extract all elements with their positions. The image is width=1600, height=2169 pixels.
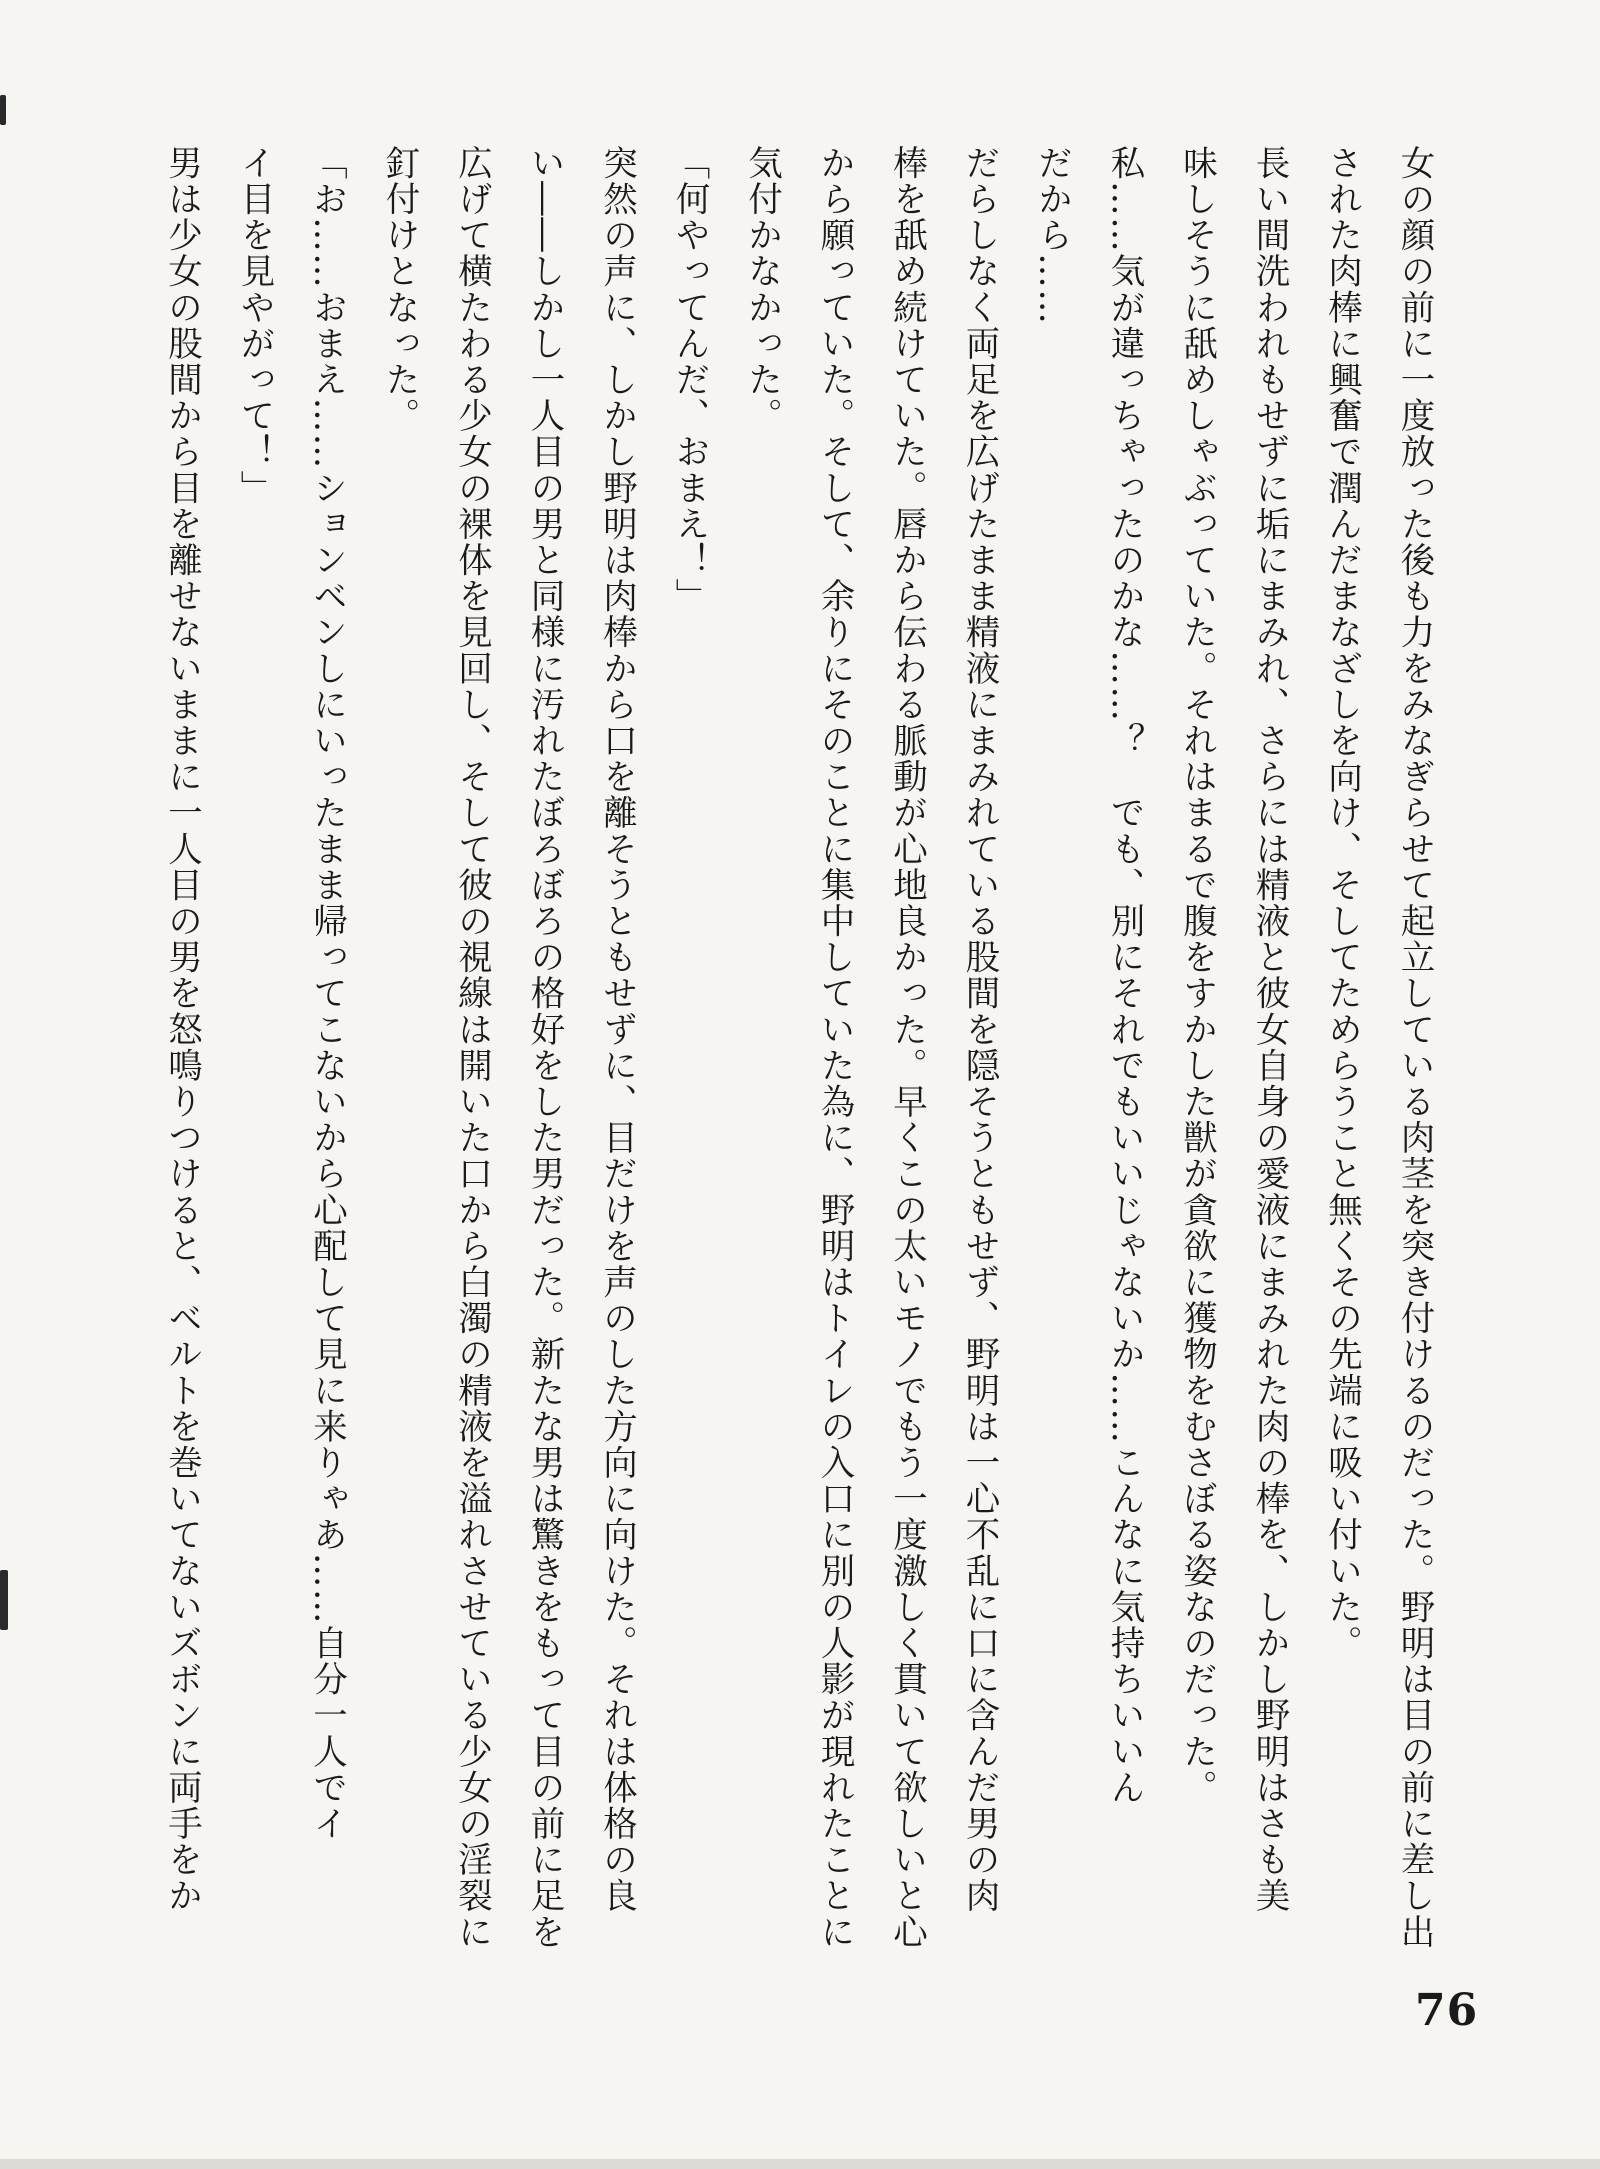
text-line: 気付かなかった。: [741, 145, 782, 434]
text-line: 男は少女の股間から目を離せないままに一人目の男を怒鳴りつけると、ベルトを巻いてないズボンに両手をか: [161, 145, 202, 1914]
text-line: 突然の声に、しかし野明は肉棒から口を離そうともせずに、目だけを声のした方向に向けた。それは体格の良: [596, 145, 637, 1914]
text-line: 棒を舐め続けていた。唇から伝わる脈動が心地良かった。早くこの太いモノでもう一度激しく貫いて欲しいと心: [886, 145, 927, 1950]
text-line: 「何やってんだ、おまえ！」: [669, 145, 709, 615]
text-line: 釘付けとなった。: [379, 145, 419, 434]
scan-edge: [0, 2159, 1600, 2169]
text-line: から願っていた。そして、余りにそのことに集中していた為に、野明はトイレの入口に別の人影が現れたことに: [814, 145, 854, 1950]
text-line: 「お……おまえ……ションベンしにいったまま帰ってこないから心配して見に来りゃあ……自分一人でイ: [306, 145, 347, 1842]
margin-mark-middle: [0, 1570, 8, 1630]
vertical-text-body: [161, 145, 1450, 1975]
text-line: だらしなく両足を広げたまま精液にまみれている股間を隠そうともせず、野明は一心不乱に口に含んだ男の肉: [959, 145, 999, 1914]
text-line: 女の顔の前に一度放った後も力をみなぎらせて起立している肉茎を突き付けるのだった。野明は目の前に差し出: [1394, 145, 1434, 1950]
text-line: 長い間洗われもせずに垢にまみれ、さらには精液と彼女自身の愛液にまみれた肉の棒を、しかし野明はさも美: [1249, 145, 1289, 1914]
text-line: 味しそうに舐めしゃぶっていた。それはまるで腹をすかした獣が貪欲に獲物をむさぼる姿なのだった。: [1176, 145, 1217, 1806]
text-line: だから……: [1031, 145, 1072, 326]
page-number: 76: [1415, 1985, 1479, 2036]
text-line: 私……気が違っちゃったのかな……？ でも、別にそれでもいいじゃないか……こんなに気持ちいいん: [1104, 145, 1144, 1806]
text-line: い――しかし一人目の男と同様に汚れたぼろぼろの格好をした男だった。新たな男は驚きをもって目の前に足を: [524, 145, 564, 1950]
text-line: された肉棒に興奮で潤んだまなざしを向け、そしてためらうこと無くその先端に吸い付いた。: [1321, 145, 1362, 1662]
text-line: イ目を見やがって！」: [234, 145, 274, 506]
text-line: 広げて横たわる少女の裸体を見回し、そして彼の視線は開いた口から白濁の精液を溢れさせている少女の淫裂に: [451, 145, 492, 1950]
margin-mark-top: [0, 95, 6, 125]
